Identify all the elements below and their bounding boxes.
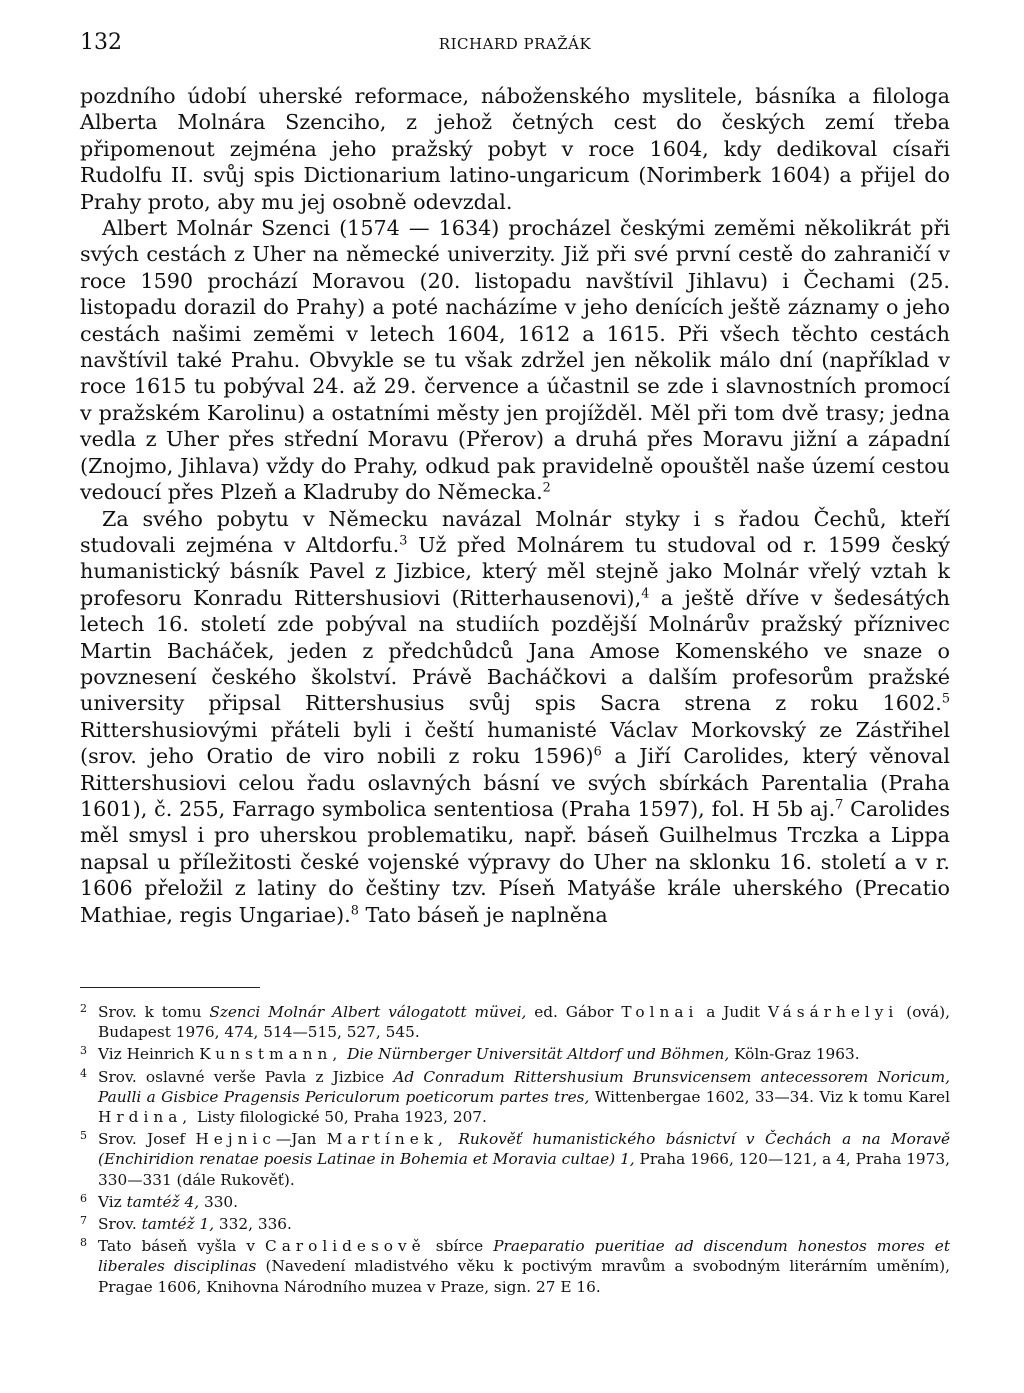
footnote-8: [80, 1236, 950, 1297]
footnote-text: 330.: [199, 1192, 239, 1211]
footnote-ref-8: 8: [350, 902, 359, 918]
paragraph-3: [80, 506, 950, 929]
footnote-text: Srov. k tomu: [98, 1003, 210, 1021]
footnote-number: 6: [80, 1191, 87, 1205]
page-number: 132: [80, 30, 122, 55]
footnote-2: [80, 1002, 950, 1042]
body-text: [80, 83, 950, 928]
paragraph-3-text: Tato báseň je naplněna: [358, 902, 608, 927]
footnote-ref-7: 7: [835, 797, 844, 813]
footnote-ref-3: 3: [399, 533, 408, 549]
footnote-text: (ová), Budapest 1976, 474, 514—515, 527, 545.: [98, 1003, 951, 1042]
paragraph-3-text: Carolides měl smysl i pro uherskou problematiku, např. báseň Guilhelmus Trczka a Lippa napsal u příležitosti české vojenské výpravy do Uher na sklonku 16. století a v r. 1606 přeložil z latiny do češtiny tzv. Píseň Matyáše krále uherského (Precatio Mathiae, regis Ungariae).: [80, 796, 950, 927]
footnote-text: Praha 1966, 120—121, a 4, Praha 1973, 330—331 (dále Rukověť).: [98, 1150, 950, 1189]
footnote-author: Carolidesově: [264, 1237, 426, 1256]
running-head: RICHARD PRAŽÁK: [438, 35, 592, 53]
footnotes: [80, 1002, 950, 1299]
footnote-7: [80, 1214, 950, 1234]
footnote-title: Rukověť humanistického básnictví v Čechách a na Moravě (Enchiridion renatae poesis Latinae in Bohemia et Moravia cultae) 1,: [98, 1130, 951, 1169]
footnote-text: 332, 336.: [214, 1215, 292, 1234]
page-header: [80, 30, 950, 60]
paragraph-3-text: a ještě dříve v šedesátých letech 16. století zde pobýval na studiích pozdější Molnárův pražský příznivec Martin Bacháček, jeden z předchůdců Jana Amose Komenského ve snaze o povznesení českého školství. Právě Bacháčkovi a dalším profesorům pražské university připsal Rittershusius svůj spis Sacra strena z roku 1602.: [80, 585, 950, 716]
footnote-ref-2: 2: [542, 480, 551, 496]
footnote-author: Vásárhelyi: [767, 1003, 899, 1021]
paragraph-3-text: Už před Molnárem tu studoval od r. 1599 český humanistický básník Pavel z Jizbice, který měl stejně jako Molnár vřelý vztah k profesoru Konradu Rittershusiovi (Ritterhausenovi),: [80, 532, 950, 610]
footnote-text: a Judit: [698, 1003, 768, 1021]
paragraph-3-text: a Jiří Carolides, který věnoval Rittershusiovi celou řadu oslavných básní ve svých sbírkách Parentalia (Praha 1601), č. 255, Farrago symbolica sententiosa (Praha 1597), fol. H 5b aj.: [80, 744, 950, 821]
footnote-author: Tolnai: [621, 1003, 699, 1021]
footnote-author: Hrdina,: [98, 1108, 193, 1127]
footnote-text: Viz Heinrich: [98, 1045, 200, 1064]
footnote-text: sbírce: [425, 1237, 494, 1256]
footnote-text: (Navedení mladistvého věku k poctivým mravům a svobodným literárním uměním), Pragae 1606, Knihovna Národního muzea v Praze, sign. 27 E 16.: [98, 1257, 950, 1296]
footnote-author: Kunstmann,: [199, 1045, 343, 1064]
footnote-title: Praeparatio pueritiae ad discendum honestos mores et liberales disciplinas: [98, 1237, 950, 1276]
paragraph-3-text: Rittershusiovými přáteli byli i čeští humanisté Václav Morkovský ze Zástřihel (srov. jeho Oratio de viro nobili z roku 1596): [80, 717, 950, 769]
paragraph-1-text: pozdního údobí uherské reformace, náboženského myslitele, básníka a filologa Alberta Molnára Szenciho, z jehož četných cest do českých zemí třeba připomenout zejména jeho pražský pobyt v roce 1604, kdy dedikoval císaři Rudolfu II. svůj spis Dictionarium latino-ungaricum (Norimberk 1604) a přijel do Prahy proto, aby mu jej osobně odevzdal.: [80, 84, 950, 214]
footnote-ref-4: 4: [641, 586, 650, 602]
footnote-ref-5: 5: [941, 691, 950, 707]
footnote-title: tamtéž 4,: [126, 1192, 200, 1211]
footnote-number: 4: [80, 1066, 87, 1080]
footnote-number: 5: [80, 1129, 87, 1143]
footnote-4: [80, 1067, 950, 1128]
footnote-author: Hejnic: [195, 1130, 276, 1149]
footnote-5: [80, 1129, 950, 1190]
footnote-3: [80, 1044, 950, 1064]
footnote-number: 7: [80, 1214, 87, 1228]
paragraph-3-text: Za svého pobytu v Německu navázal Molnár styky i s řadou Čechů, kteří studovali zejména v Altdorfu.: [80, 506, 950, 557]
footnote-text: Listy filologické 50, Praha 1923, 207.: [192, 1108, 487, 1127]
footnote-number: 8: [80, 1236, 87, 1250]
footnote-separator: [80, 987, 260, 988]
footnote-text: —Jan: [275, 1130, 327, 1149]
footnote-number: 2: [80, 1002, 87, 1015]
footnote-text: Srov.: [98, 1215, 142, 1234]
footnote-text: Wittenbergae 1602, 33—34. Viz k tomu Karel: [589, 1087, 950, 1106]
footnote-text: [448, 1130, 458, 1148]
footnote-title: Die Nürnberger Universität Altdorf und Böhmen,: [347, 1045, 730, 1064]
paragraph-2-text: Albert Molnár Szenci (1574 — 1634) procházel českými zeměmi několikrát při svých cestách z Uher na německé univerzity. Již při své první cestě do zahraničí v roce 1590 prochází Moravou (20. listopadu navštívil Jihlavu) i Čechami (25. listopadu dorazil do Prahy) a poté nacházíme v jeho denících ještě záznamy o jeho cestách našimi zeměmi v letech 1604, 1612 a 1615. Při všech těchto cestách navštívil také Prahu. Obvykle se tu však zdržel jen několik málo dní (například v roce 1615 tu pobýval 24. až 29. července a účastnil se zde i slavnostních promocí v pražském Karolinu) a ostatními městy jen projížděl. Měl při tom dvě trasy; jedna vedla z Uher přes střední Moravu (Přerov) a druhá přes Moravu jižní a západní (Znojmo, Jihlava) vždy do Prahy, odkud pak pravidelně opouštěl naše území cestou vedoucí přes Plzeň a Kladruby do Německa.: [80, 216, 950, 505]
footnote-text: Srov. Josef: [98, 1130, 196, 1149]
footnote-title: Szenci Molnár Albert válogatott müvei,: [209, 1003, 527, 1021]
paragraph-2: [80, 215, 950, 505]
footnote-title: Ad Conradum Rittershusium Brunsvicensem antecessorem Noricum, Paulli a Gisbice Pragensis Periculorum poeticorum partes tres,: [98, 1067, 951, 1106]
footnote-number: 3: [80, 1044, 87, 1058]
footnote-text: Köln-Graz 1963.: [729, 1045, 860, 1064]
footnote-author: Martínek,: [326, 1130, 448, 1149]
footnote-text: Srov. oslavné verše Pavla z Jizbice: [98, 1067, 394, 1086]
paragraph-1: [80, 83, 950, 215]
footnote-text: ed. Gábor: [526, 1003, 622, 1021]
footnote-6: [80, 1192, 950, 1212]
footnote-ref-6: 6: [593, 744, 602, 760]
footnote-text: Tato báseň vyšla v: [98, 1237, 265, 1256]
footnote-text: Viz: [98, 1192, 127, 1211]
footnote-title: tamtéž 1,: [141, 1215, 215, 1234]
